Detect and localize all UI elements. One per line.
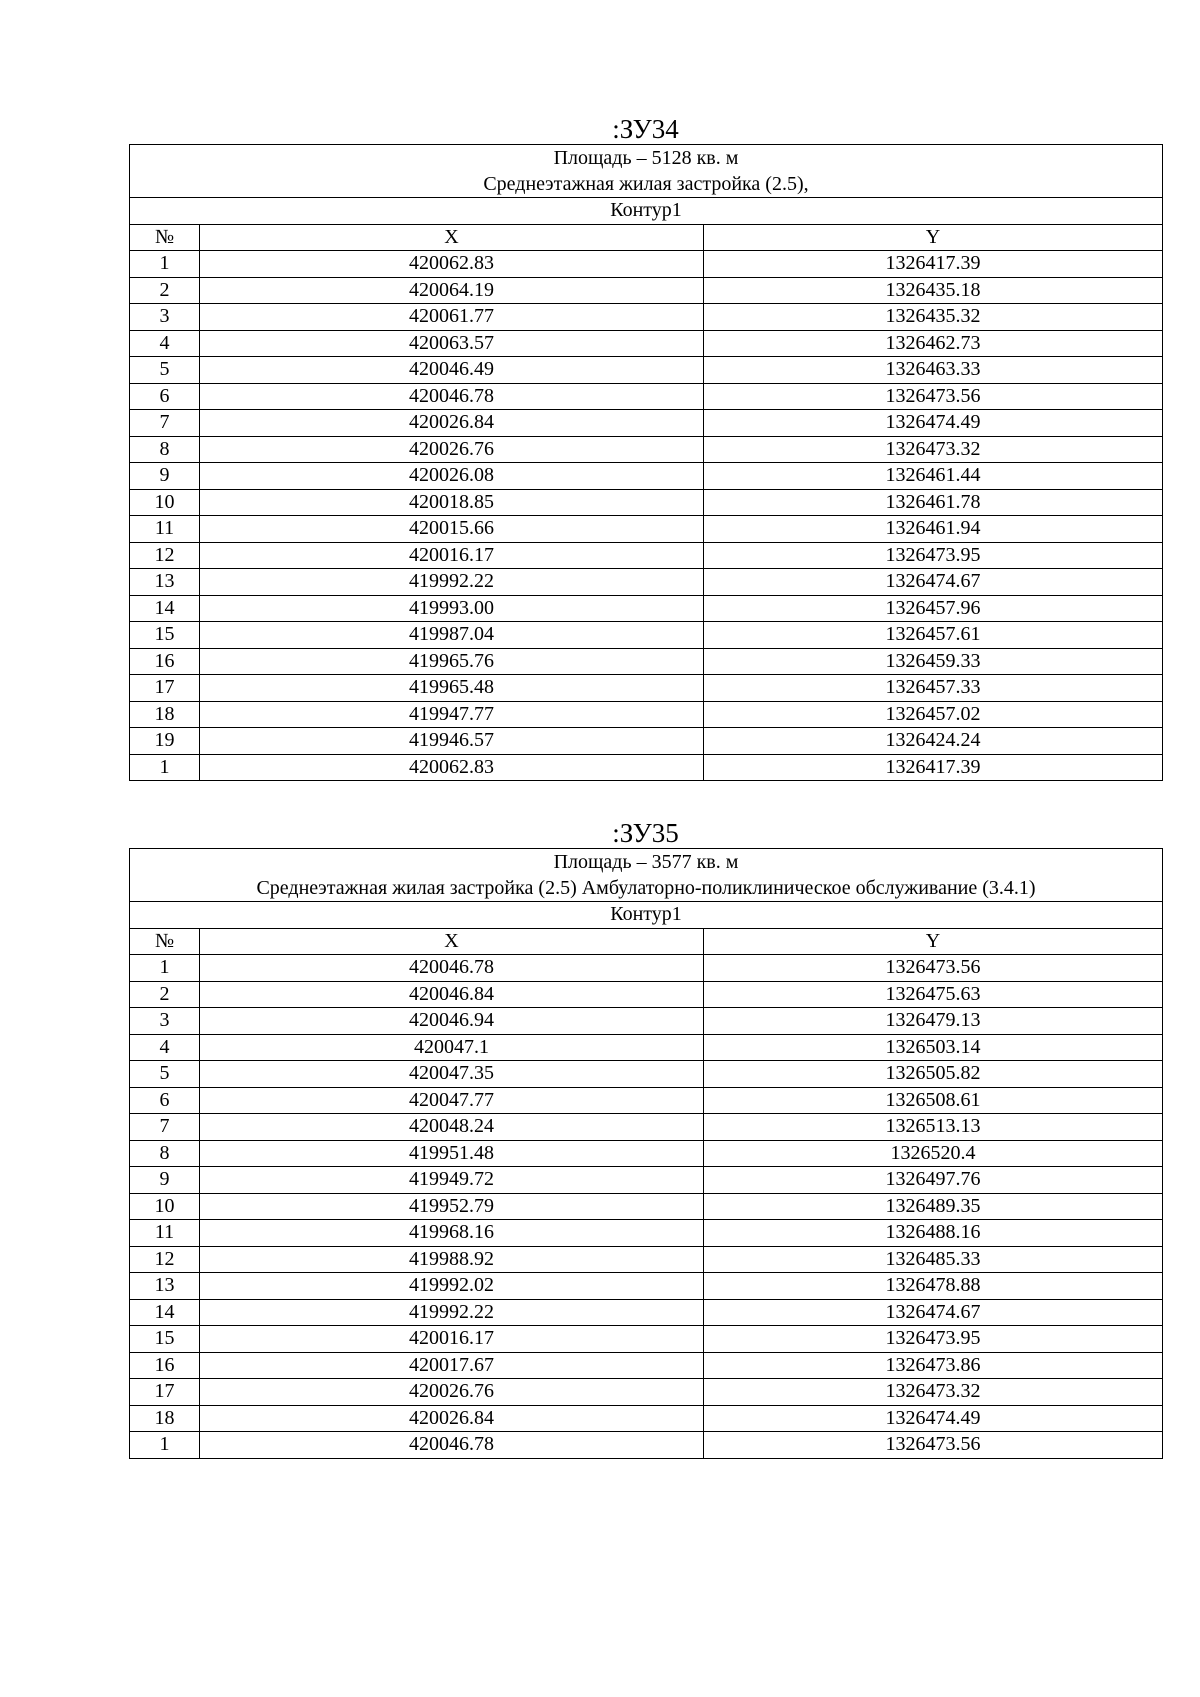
table-row (130, 516, 1163, 543)
table-row (130, 1326, 1163, 1353)
y-coordinate-cell: 1326461.44 (704, 463, 1163, 490)
x-coordinate-cell: 419951.48 (200, 1140, 704, 1167)
point-number-cell: 17 (130, 1379, 200, 1406)
table-row (130, 1379, 1163, 1406)
point-number-cell: 8 (130, 1140, 200, 1167)
table-row (130, 754, 1163, 781)
x-coordinate-cell: 420046.94 (200, 1008, 704, 1035)
table-row (130, 277, 1163, 304)
y-coordinate-cell: 1326462.73 (704, 330, 1163, 357)
table-row (130, 436, 1163, 463)
point-number-cell: 7 (130, 410, 200, 437)
x-coordinate-cell: 419965.76 (200, 648, 704, 675)
point-number-cell: 16 (130, 648, 200, 675)
point-number-cell: 8 (130, 436, 200, 463)
y-coordinate-cell: 1326488.16 (704, 1220, 1163, 1247)
table-row (130, 304, 1163, 331)
y-coordinate-cell: 1326461.78 (704, 489, 1163, 516)
table-row (130, 595, 1163, 622)
table-row (130, 410, 1163, 437)
header-num: № (130, 224, 200, 251)
x-coordinate-cell: 419949.72 (200, 1167, 704, 1194)
y-coordinate-cell: 1326513.13 (704, 1114, 1163, 1141)
point-number-cell: 12 (130, 1246, 200, 1273)
contour-row (130, 902, 1163, 929)
table-row (130, 1034, 1163, 1061)
y-coordinate-cell: 1326457.33 (704, 675, 1163, 702)
point-number-cell: 4 (130, 1034, 200, 1061)
coordinates-table (129, 144, 1163, 781)
y-coordinate-cell: 1326473.95 (704, 1326, 1163, 1353)
table-row (130, 1114, 1163, 1141)
table-row (130, 701, 1163, 728)
y-coordinate-cell: 1326473.56 (704, 383, 1163, 410)
y-coordinate-cell: 1326474.67 (704, 1299, 1163, 1326)
x-coordinate-cell: 420026.76 (200, 1379, 704, 1406)
x-coordinate-cell: 419987.04 (200, 622, 704, 649)
point-number-cell: 17 (130, 675, 200, 702)
table-row (130, 330, 1163, 357)
header-row (130, 928, 1163, 955)
parcel-area: Площадь – 3577 кв. м (553, 851, 739, 873)
table-row (130, 981, 1163, 1008)
x-coordinate-cell: 420048.24 (200, 1114, 704, 1141)
y-coordinate-cell: 1326474.49 (704, 1405, 1163, 1432)
table-row (130, 1299, 1163, 1326)
table-row (130, 1352, 1163, 1379)
table-row (130, 1220, 1163, 1247)
table-row (130, 1432, 1163, 1459)
point-number-cell: 11 (130, 1220, 200, 1247)
point-number-cell: 10 (130, 489, 200, 516)
point-number-cell: 18 (130, 701, 200, 728)
y-coordinate-cell: 1326435.18 (704, 277, 1163, 304)
point-number-cell: 1 (130, 251, 200, 278)
header-num: № (130, 928, 200, 955)
x-coordinate-cell: 420046.78 (200, 955, 704, 982)
table-row (130, 1008, 1163, 1035)
x-coordinate-cell: 419952.79 (200, 1193, 704, 1220)
x-coordinate-cell: 420026.84 (200, 1405, 704, 1432)
point-number-cell: 15 (130, 1326, 200, 1353)
x-coordinate-cell: 420016.17 (200, 542, 704, 569)
contour-label: Контур1 (130, 198, 1163, 225)
y-coordinate-cell: 1326503.14 (704, 1034, 1163, 1061)
x-coordinate-cell: 419965.48 (200, 675, 704, 702)
y-coordinate-cell: 1326474.67 (704, 569, 1163, 596)
table-row (130, 1061, 1163, 1088)
x-coordinate-cell: 420018.85 (200, 489, 704, 516)
parcel-title: :ЗУ34 (612, 114, 679, 144)
point-number-cell: 10 (130, 1193, 200, 1220)
point-number-cell: 1 (130, 1432, 200, 1459)
point-number-cell: 2 (130, 277, 200, 304)
table-row (130, 728, 1163, 755)
y-coordinate-cell: 1326497.76 (704, 1167, 1163, 1194)
point-number-cell: 1 (130, 955, 200, 982)
x-coordinate-cell: 420064.19 (200, 277, 704, 304)
contour-row (130, 198, 1163, 225)
point-number-cell: 1 (130, 754, 200, 781)
table-row (130, 955, 1163, 982)
contour-label: Контур1 (130, 902, 1163, 929)
table-row (130, 569, 1163, 596)
table-row (130, 251, 1163, 278)
parcel-block-zu35 (129, 818, 1162, 1459)
x-coordinate-cell: 420026.84 (200, 410, 704, 437)
y-coordinate-cell: 1326505.82 (704, 1061, 1163, 1088)
y-coordinate-cell: 1326424.24 (704, 728, 1163, 755)
point-number-cell: 6 (130, 1087, 200, 1114)
y-coordinate-cell: 1326417.39 (704, 251, 1163, 278)
x-coordinate-cell: 419993.00 (200, 595, 704, 622)
point-number-cell: 5 (130, 1061, 200, 1088)
point-number-cell: 7 (130, 1114, 200, 1141)
x-coordinate-cell: 419988.92 (200, 1246, 704, 1273)
x-coordinate-cell: 420046.84 (200, 981, 704, 1008)
y-coordinate-cell: 1326417.39 (704, 754, 1163, 781)
x-coordinate-cell: 420063.57 (200, 330, 704, 357)
point-number-cell: 5 (130, 357, 200, 384)
table-row (130, 675, 1163, 702)
info-cell (130, 145, 1163, 198)
header-y: Y (704, 224, 1163, 251)
info-row (130, 145, 1163, 198)
point-number-cell: 12 (130, 542, 200, 569)
x-coordinate-cell: 420047.77 (200, 1087, 704, 1114)
point-number-cell: 9 (130, 463, 200, 490)
parcel-use: Среднеэтажная жилая застройка (2.5) Амбулаторно-поликлиническое обслуживание (3.4.1) (256, 877, 1036, 899)
y-coordinate-cell: 1326473.56 (704, 955, 1163, 982)
parcel-area: Площадь – 5128 кв. м (553, 147, 739, 169)
x-coordinate-cell: 419992.22 (200, 569, 704, 596)
table-row (130, 1087, 1163, 1114)
header-y: Y (704, 928, 1163, 955)
table-row (130, 489, 1163, 516)
table-row (130, 1140, 1163, 1167)
header-x: X (200, 928, 704, 955)
header-row (130, 224, 1163, 251)
point-number-cell: 15 (130, 622, 200, 649)
x-coordinate-cell: 420047.1 (200, 1034, 704, 1061)
point-number-cell: 13 (130, 569, 200, 596)
x-coordinate-cell: 420046.78 (200, 383, 704, 410)
x-coordinate-cell: 420016.17 (200, 1326, 704, 1353)
parcel-title: :ЗУ35 (612, 818, 679, 848)
table-row (130, 1193, 1163, 1220)
point-number-cell: 13 (130, 1273, 200, 1300)
y-coordinate-cell: 1326463.33 (704, 357, 1163, 384)
y-coordinate-cell: 1326435.32 (704, 304, 1163, 331)
info-row (130, 849, 1163, 902)
header-x: X (200, 224, 704, 251)
point-number-cell: 14 (130, 1299, 200, 1326)
table-row (130, 463, 1163, 490)
x-coordinate-cell: 420026.08 (200, 463, 704, 490)
y-coordinate-cell: 1326520.4 (704, 1140, 1163, 1167)
y-coordinate-cell: 1326473.32 (704, 436, 1163, 463)
y-coordinate-cell: 1326474.49 (704, 410, 1163, 437)
x-coordinate-cell: 419992.22 (200, 1299, 704, 1326)
point-number-cell: 16 (130, 1352, 200, 1379)
y-coordinate-cell: 1326478.88 (704, 1273, 1163, 1300)
table-row (130, 1246, 1163, 1273)
y-coordinate-cell: 1326457.61 (704, 622, 1163, 649)
table-row (130, 542, 1163, 569)
point-number-cell: 4 (130, 330, 200, 357)
x-coordinate-cell: 420047.35 (200, 1061, 704, 1088)
point-number-cell: 14 (130, 595, 200, 622)
point-number-cell: 9 (130, 1167, 200, 1194)
point-number-cell: 2 (130, 981, 200, 1008)
x-coordinate-cell: 420061.77 (200, 304, 704, 331)
table-row (130, 648, 1163, 675)
y-coordinate-cell: 1326473.32 (704, 1379, 1163, 1406)
y-coordinate-cell: 1326508.61 (704, 1087, 1163, 1114)
x-coordinate-cell: 419992.02 (200, 1273, 704, 1300)
table-row (130, 622, 1163, 649)
x-coordinate-cell: 419947.77 (200, 701, 704, 728)
parcel-block-zu34 (129, 114, 1162, 781)
y-coordinate-cell: 1326473.56 (704, 1432, 1163, 1459)
x-coordinate-cell: 420026.76 (200, 436, 704, 463)
point-number-cell: 3 (130, 304, 200, 331)
y-coordinate-cell: 1326461.94 (704, 516, 1163, 543)
y-coordinate-cell: 1326489.35 (704, 1193, 1163, 1220)
y-coordinate-cell: 1326457.02 (704, 701, 1163, 728)
y-coordinate-cell: 1326473.95 (704, 542, 1163, 569)
x-coordinate-cell: 420062.83 (200, 251, 704, 278)
table-row (130, 383, 1163, 410)
y-coordinate-cell: 1326479.13 (704, 1008, 1163, 1035)
point-number-cell: 19 (130, 728, 200, 755)
table-row (130, 1167, 1163, 1194)
point-number-cell: 18 (130, 1405, 200, 1432)
x-coordinate-cell: 420062.83 (200, 754, 704, 781)
info-cell (130, 849, 1163, 902)
y-coordinate-cell: 1326457.96 (704, 595, 1163, 622)
x-coordinate-cell: 420015.66 (200, 516, 704, 543)
table-row (130, 357, 1163, 384)
table-row (130, 1405, 1163, 1432)
parcel-use: Среднеэтажная жилая застройка (2.5), (483, 173, 809, 195)
point-number-cell: 11 (130, 516, 200, 543)
x-coordinate-cell: 420046.49 (200, 357, 704, 384)
x-coordinate-cell: 420046.78 (200, 1432, 704, 1459)
x-coordinate-cell: 419946.57 (200, 728, 704, 755)
x-coordinate-cell: 419968.16 (200, 1220, 704, 1247)
coordinates-table (129, 848, 1163, 1459)
table-row (130, 1273, 1163, 1300)
y-coordinate-cell: 1326473.86 (704, 1352, 1163, 1379)
point-number-cell: 6 (130, 383, 200, 410)
y-coordinate-cell: 1326485.33 (704, 1246, 1163, 1273)
y-coordinate-cell: 1326459.33 (704, 648, 1163, 675)
x-coordinate-cell: 420017.67 (200, 1352, 704, 1379)
y-coordinate-cell: 1326475.63 (704, 981, 1163, 1008)
point-number-cell: 3 (130, 1008, 200, 1035)
